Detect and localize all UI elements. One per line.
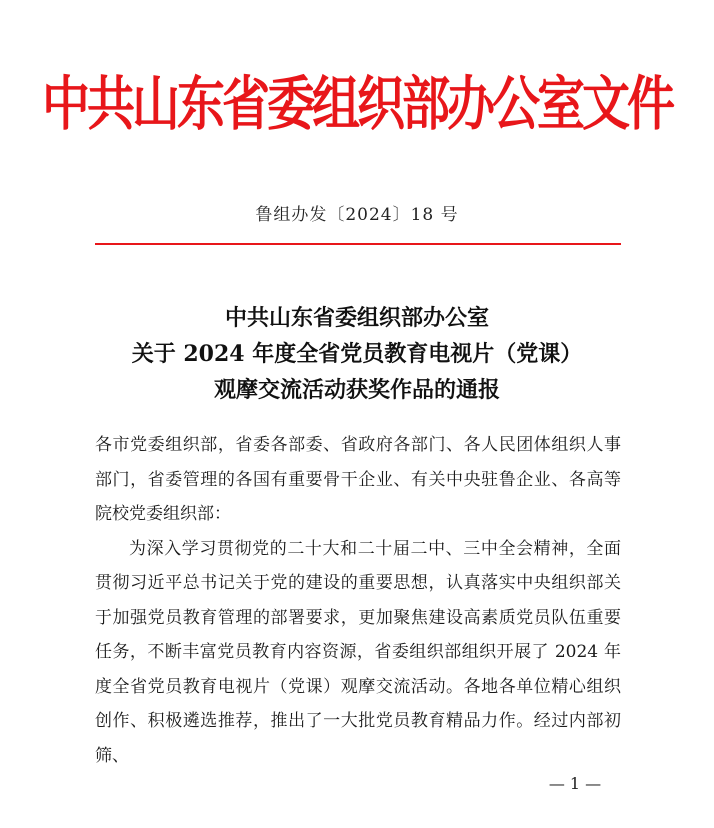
- document-masthead: 中共山东省委组织部办公室文件: [41, 70, 672, 139]
- notice-body: [95, 428, 621, 773]
- notice-title: [0, 300, 714, 408]
- document-number: 鲁组办发〔2024〕18 号: [255, 205, 459, 225]
- red-divider-line: [95, 243, 621, 245]
- body-paragraph-1: 为深入学习贯彻党的二十大和二十届二中、三中全会精神，全面贯彻习近平总书记关于党的建设的重要思想，认真落实中央组织部关于加强党员教育管理的部署要求，更加聚焦建设高素质党员队伍重要任务，不断丰富党员教育内容资源，省委组织部组织开展了 2024 年度全省党员教育电视片（党课）观摩交流活动。各地各单位精心组织创作、积极遴选推荐，推出了一大批党员教育精品力作。经过内部初筛、: [95, 538, 621, 766]
- salutation-paragraph: 各市党委组织部，省委各部委、省政府各部门、各人民团体组织人事部门，省委管理的各国有重要骨干企业、有关中央驻鲁企业、各高等院校党委组织部：: [95, 435, 621, 524]
- notice-title-line-1: 中共山东省委组织部办公室: [224, 305, 489, 331]
- page-number: — 1 —: [548, 774, 602, 793]
- notice-title-line-3: 观摩交流活动获奖作品的通报: [213, 377, 500, 403]
- notice-title-line-2: 关于 2024 年度全省党员教育电视片（党课）: [131, 341, 583, 367]
